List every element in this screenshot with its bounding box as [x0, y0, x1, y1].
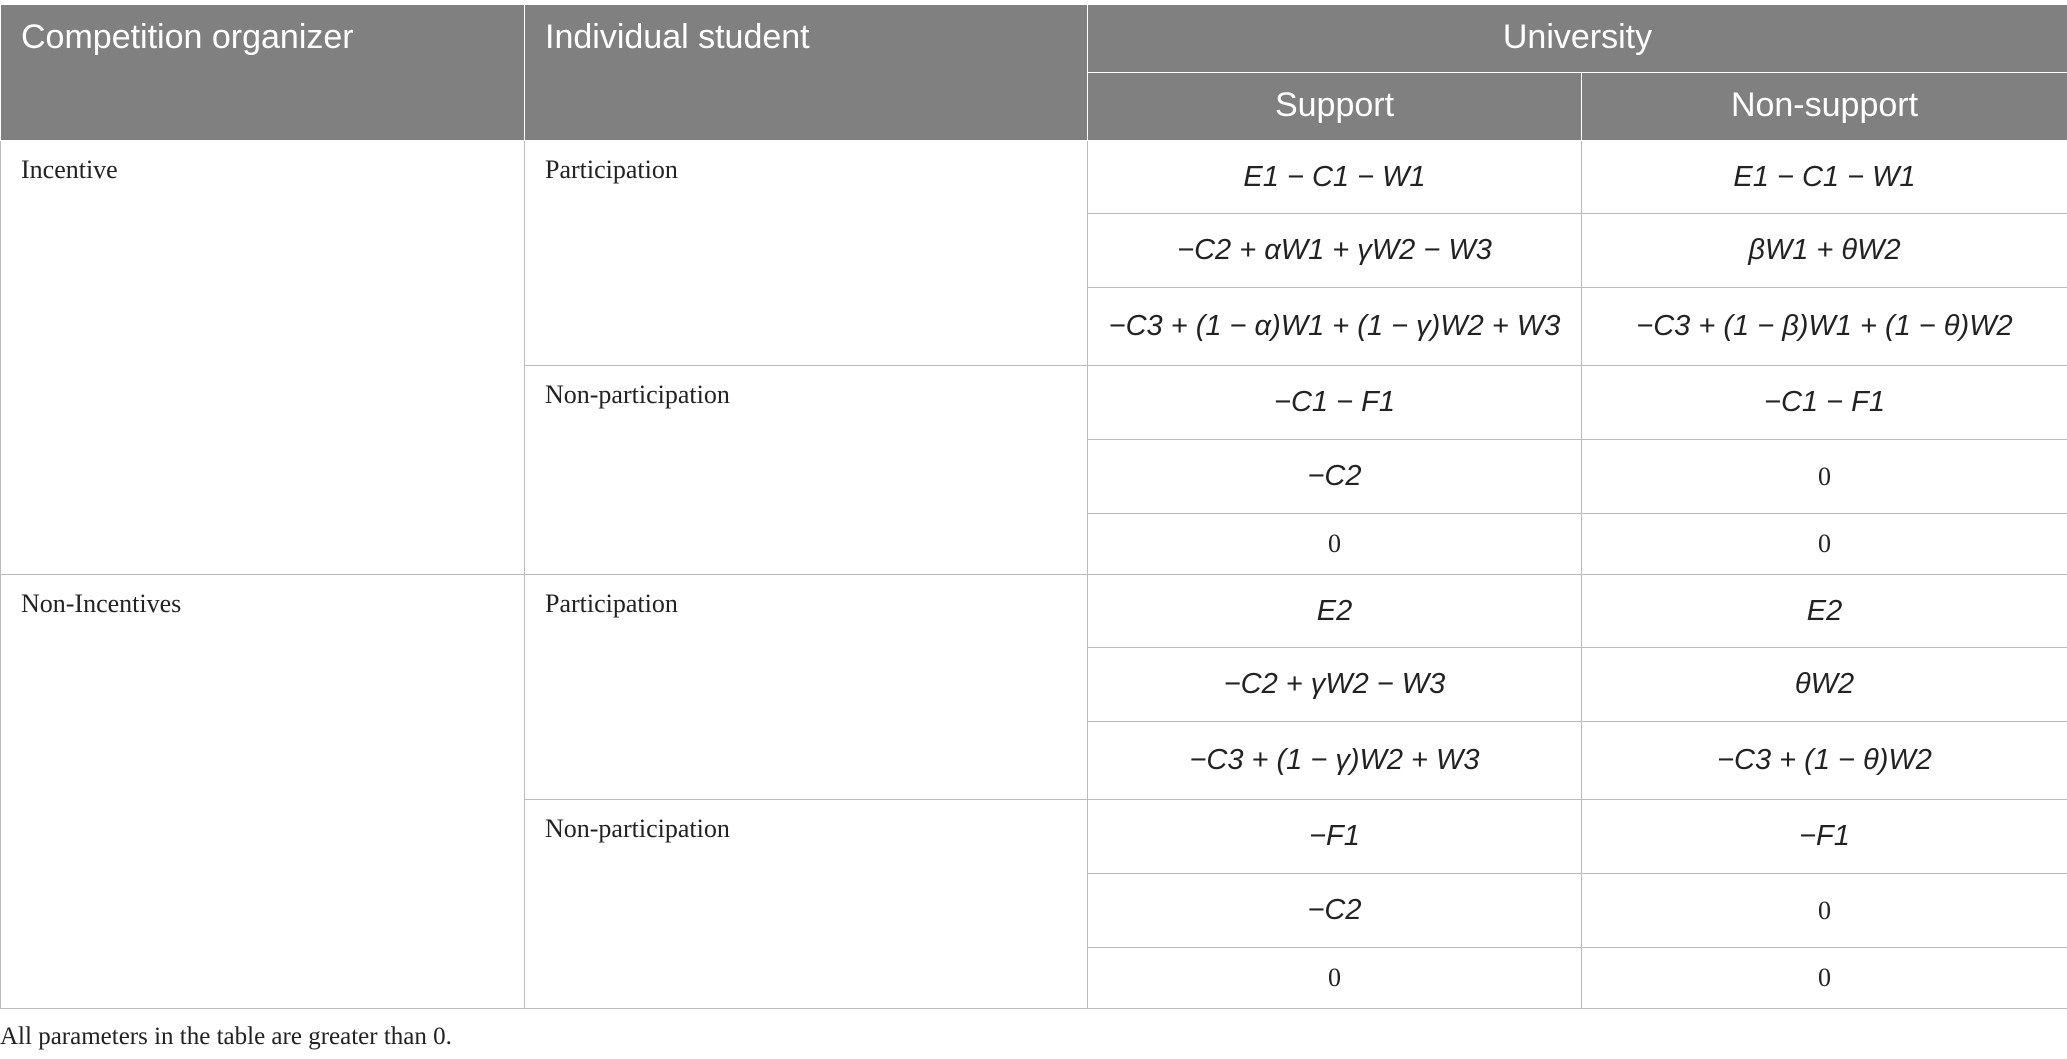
- payoff-cell: −C2: [1088, 874, 1582, 948]
- student-strategy-label: Participation: [525, 141, 1088, 366]
- payoff-cell: 0: [1582, 440, 2067, 514]
- payoff-cell: βW1 + θW2: [1582, 214, 2067, 288]
- organizer-label: Incentive: [1, 141, 525, 575]
- payoff-cell: −C2 + γW2 − W3: [1088, 648, 1582, 722]
- payoff-cell: E2: [1582, 575, 2067, 648]
- payoff-cell: 0: [1582, 514, 2067, 575]
- table-row: [1, 575, 2067, 648]
- header-university: University: [1088, 5, 2067, 73]
- payoff-cell: E1 − C1 − W1: [1088, 141, 1582, 214]
- header-support: Support: [1088, 73, 1582, 141]
- table-row: [1, 141, 2067, 214]
- payoff-matrix-table: [0, 4, 2067, 1009]
- header-non-support: Non-support: [1582, 73, 2067, 141]
- payoff-cell: −C3 + (1 − α)W1 + (1 − γ)W2 + W3: [1088, 288, 1582, 366]
- payoff-cell: −C1 − F1: [1582, 366, 2067, 440]
- payoff-cell: −F1: [1088, 800, 1582, 874]
- payoff-cell: 0: [1088, 948, 1582, 1009]
- payoff-cell: 0: [1582, 948, 2067, 1009]
- table-footnote: All parameters in the table are greater than 0.: [0, 1023, 452, 1050]
- payoff-cell: −C3 + (1 − β)W1 + (1 − θ)W2: [1582, 288, 2067, 366]
- payoff-cell: −C3 + (1 − θ)W2: [1582, 722, 2067, 800]
- payoff-cell: 0: [1582, 874, 2067, 948]
- payoff-cell: −C1 − F1: [1088, 366, 1582, 440]
- payoff-cell: E2: [1088, 575, 1582, 648]
- payoff-cell: E1 − C1 − W1: [1582, 141, 2067, 214]
- payoff-cell: −C2: [1088, 440, 1582, 514]
- payoff-cell: θW2: [1582, 648, 2067, 722]
- payoff-cell: −C3 + (1 − γ)W2 + W3: [1088, 722, 1582, 800]
- payoff-cell: −F1: [1582, 800, 2067, 874]
- student-strategy-label: Non-participation: [525, 800, 1088, 1009]
- student-strategy-label: Participation: [525, 575, 1088, 800]
- payoff-cell: −C2 + αW1 + γW2 − W3: [1088, 214, 1582, 288]
- payoff-table-container: [0, 4, 2067, 1009]
- header-competition-organizer: Competition organizer: [1, 5, 525, 141]
- student-strategy-label: Non-participation: [525, 366, 1088, 575]
- payoff-cell: 0: [1088, 514, 1582, 575]
- header-individual-student: Individual student: [525, 5, 1088, 141]
- organizer-label: Non-Incentives: [1, 575, 525, 1009]
